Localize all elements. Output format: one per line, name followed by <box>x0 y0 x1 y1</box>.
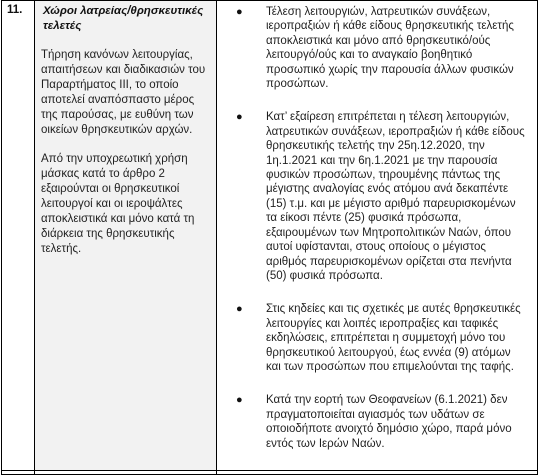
next-row-category-cell <box>35 470 217 474</box>
category-title: Χώροι λατρείας/θρησκευτικές τελετές <box>43 5 204 32</box>
next-row-measures-cell <box>217 470 538 474</box>
list-item <box>236 110 527 283</box>
next-table-row <box>2 470 538 474</box>
table-row <box>2 1 538 471</box>
bullet-icon: ● <box>236 111 243 124</box>
row-number: 11. <box>7 4 23 16</box>
measure-text: Τέλεση λειτουργιών, λατρευτικών συνάξεων, ιεροπραξιών ή κάθε είδους θρησκευτικής τελετής αποκλειστικά και μόνο από θρησκευτικό/ούς λειτουργό/ούς και το αναγκαίο βοηθητικό προσωπικό χωρίς την παρουσία άλλων φυσικών προσώπων. <box>266 6 514 91</box>
measures-cell <box>217 1 538 471</box>
measure-text: Κατ’ εξαίρεση επιτρέπεται η τέλεση λειτουργιών, λατρευτικών συνάξεων, ιεροπραξιών ή κάθε είδους θρησκευτικής τελετής την 25η.12.2020, την 1η.1.2021 και την 6η.1.2021 με την παρουσία φυσικών προσώπων, τηρουμένης πάντως της μέγιστης αναλογίας ενός ατόμου ανά δεκαπέντε (15) τ.μ. και με μέγιστο αριθμό παρευρισκομένων τα είκοσι πέντε (25) φυσικά πρόσωπα, εξαιρουμένων των Μητροπολιτικών Ναών, όπου αυτοί υφίστανται, στους οποίους ο μέγιστος αριθμός παρευρισκομένων ορίζεται στα πενήντα (50) φυσικά πρόσωπα. <box>266 111 525 282</box>
bullet-icon: ● <box>236 303 243 316</box>
category-cell <box>35 1 217 471</box>
row-number-cell <box>2 1 35 471</box>
category-paragraph-2: Από την υποχρεωτική χρήση μάσκας κατά το άρθρο 2 εξαιρούνται οι θρησκευτικοί λειτουργοί και οι ιεροψάλτες αποκλειστικά και μόνο κατά τη διάρκεια της θρησκευτικής τελετής. <box>41 153 195 255</box>
list-item <box>236 302 527 374</box>
regulation-table <box>1 0 538 475</box>
measure-text: Κατά την εορτή των Θεοφανείων (6.1.2021) δεν πραγματοποιείται αγιασμός των υδάτων σε οποιοδήποτε ανοιχτό δημόσιο χώρο, παρά μόνο εντός των Ιερών Ναών. <box>266 394 512 450</box>
bullet-icon: ● <box>236 6 243 18</box>
measures-list <box>217 1 537 451</box>
measure-text: Στις κηδείες και τις σχετικές με αυτές θρησκευτικές λειτουργίες και λοιπές ιεροπραξίες και ταφικές εκδηλώσεις, επιτρέπεται η συμμετοχή μόνο του θρησκευτικού λειτουργού, έως εννέα (9) ατόμων και των προσώπων που επιμελούνται της ταφής. <box>266 303 521 373</box>
next-row-number-cell <box>2 470 35 474</box>
category-paragraph-1: Τήρηση κανόνων λειτουργίας, απαιτήσεων και διαδικασιών του Παραρτήματος ΙΙΙ, το οποίο αποτελεί αναπόσπαστο μέρος της παρούσας, με ευθύνη των οικείων θρησκευτικών αρχών. <box>41 49 206 136</box>
list-item <box>236 393 527 451</box>
list-item <box>236 5 527 91</box>
bullet-icon: ● <box>236 394 243 407</box>
